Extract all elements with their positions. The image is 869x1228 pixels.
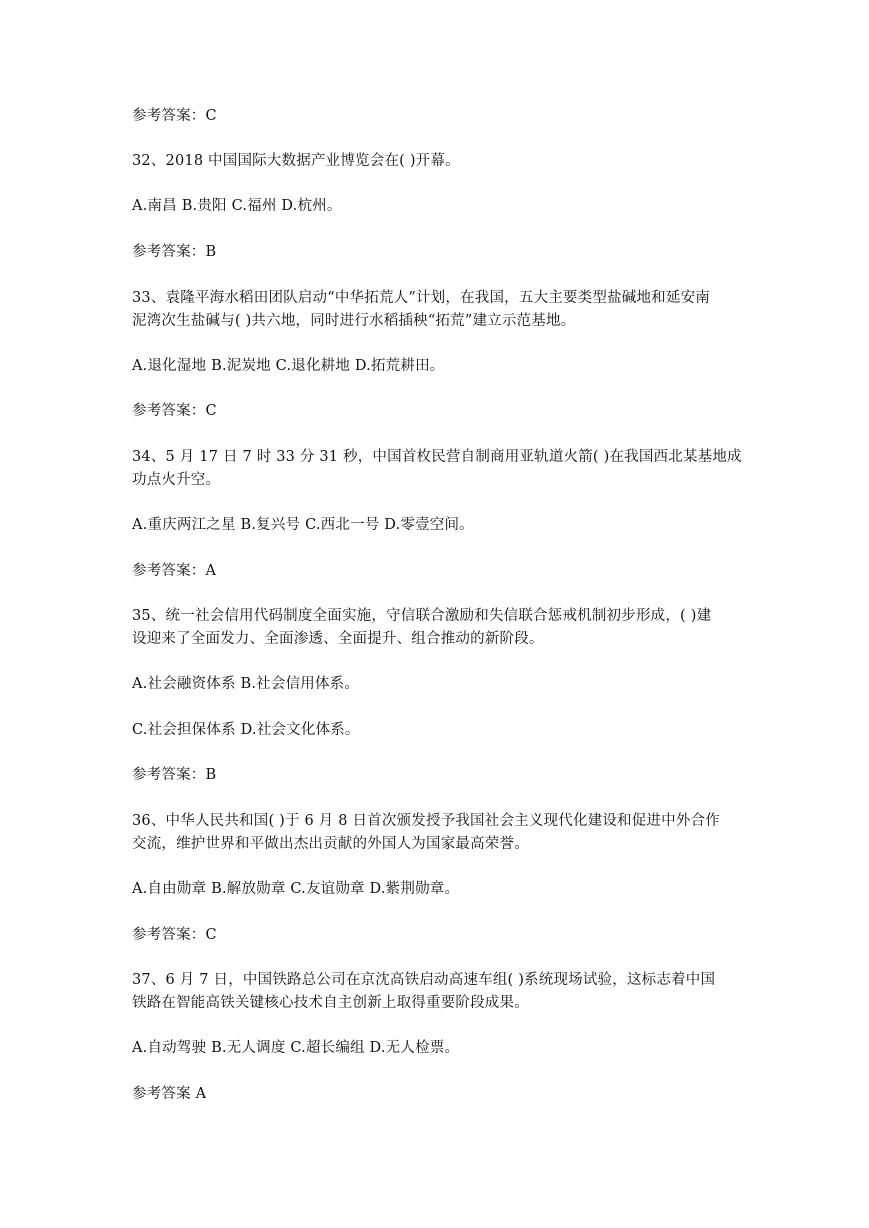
answer-37: 参考答案 A [132,1086,207,1102]
answer-32: 参考答案：B [132,244,217,260]
question-36-line-2: 交流，维护世界和平做出杰出贡献的外国人为国家最高荣誉。 [132,836,529,852]
options-36: A.自由勋章 B.解放勋章 C.友谊勋章 D.紫荆勋章。 [132,881,460,897]
answer-36: 参考答案：C [132,927,217,943]
question-34-line-1: 34、5 月 17 日 7 时 33 分 31 秒，中国首枚民营自制商用亚轨道火箭( )在我国西北某基地成 [132,449,742,465]
answer-31: 参考答案：C [132,108,217,124]
answer-34: 参考答案：A [132,563,217,579]
options-35-line-1: A.社会融资体系 B.社会信用体系。 [132,676,360,692]
question-34-line-2: 功点火升空。 [132,472,221,488]
options-34: A.重庆两江之星 B.复兴号 C.西北一号 D.零壹空间。 [132,517,474,533]
question-37-line-1: 37、6 月 7 日，中国铁路总公司在京沈高铁启动高速车组( )系统现场试验，这标志着中国 [132,972,716,988]
question-33-line-2: 泥湾次生盐碱与( )共六地，同时进行水稻插秧“拓荒”建立示范基地。 [132,313,576,329]
options-35-line-2: C.社会担保体系 D.社会文化体系。 [132,722,360,738]
question-35-line-2: 设迎来了全面发力、全面渗透、全面提升、组合推动的新阶段。 [132,631,544,647]
question-36-line-1: 36、中华人民共和国( )于 6 月 8 日首次颁发授予我国社会主义现代化建设和促进中外合作 [132,813,720,829]
question-32: 32、2018 中国国际大数据产业博览会在( )开幕。 [132,153,460,169]
options-37: A.自动驾驶 B.无人调度 C.超长编组 D.无人检票。 [132,1040,460,1056]
question-35-line-1: 35、统一社会信用代码制度全面实施，守信联合激励和失信联合惩戒机制初步形成，( )建 [132,608,712,624]
question-37-line-2: 铁路在智能高铁关键核心技术自主创新上取得重要阶段成果。 [132,995,529,1011]
options-32: A.南昌 B.贵阳 C.福州 D.杭州。 [132,198,342,214]
answer-35: 参考答案：B [132,767,217,783]
options-33: A.退化湿地 B.泥炭地 C.退化耕地 D.拓荒耕田。 [132,358,445,374]
answer-33: 参考答案：C [132,403,217,419]
question-33-line-1: 33、袁隆平海水稻田团队启动“中华拓荒人”计划，在我国，五大主要类型盐碱地和延安南 [132,290,710,306]
